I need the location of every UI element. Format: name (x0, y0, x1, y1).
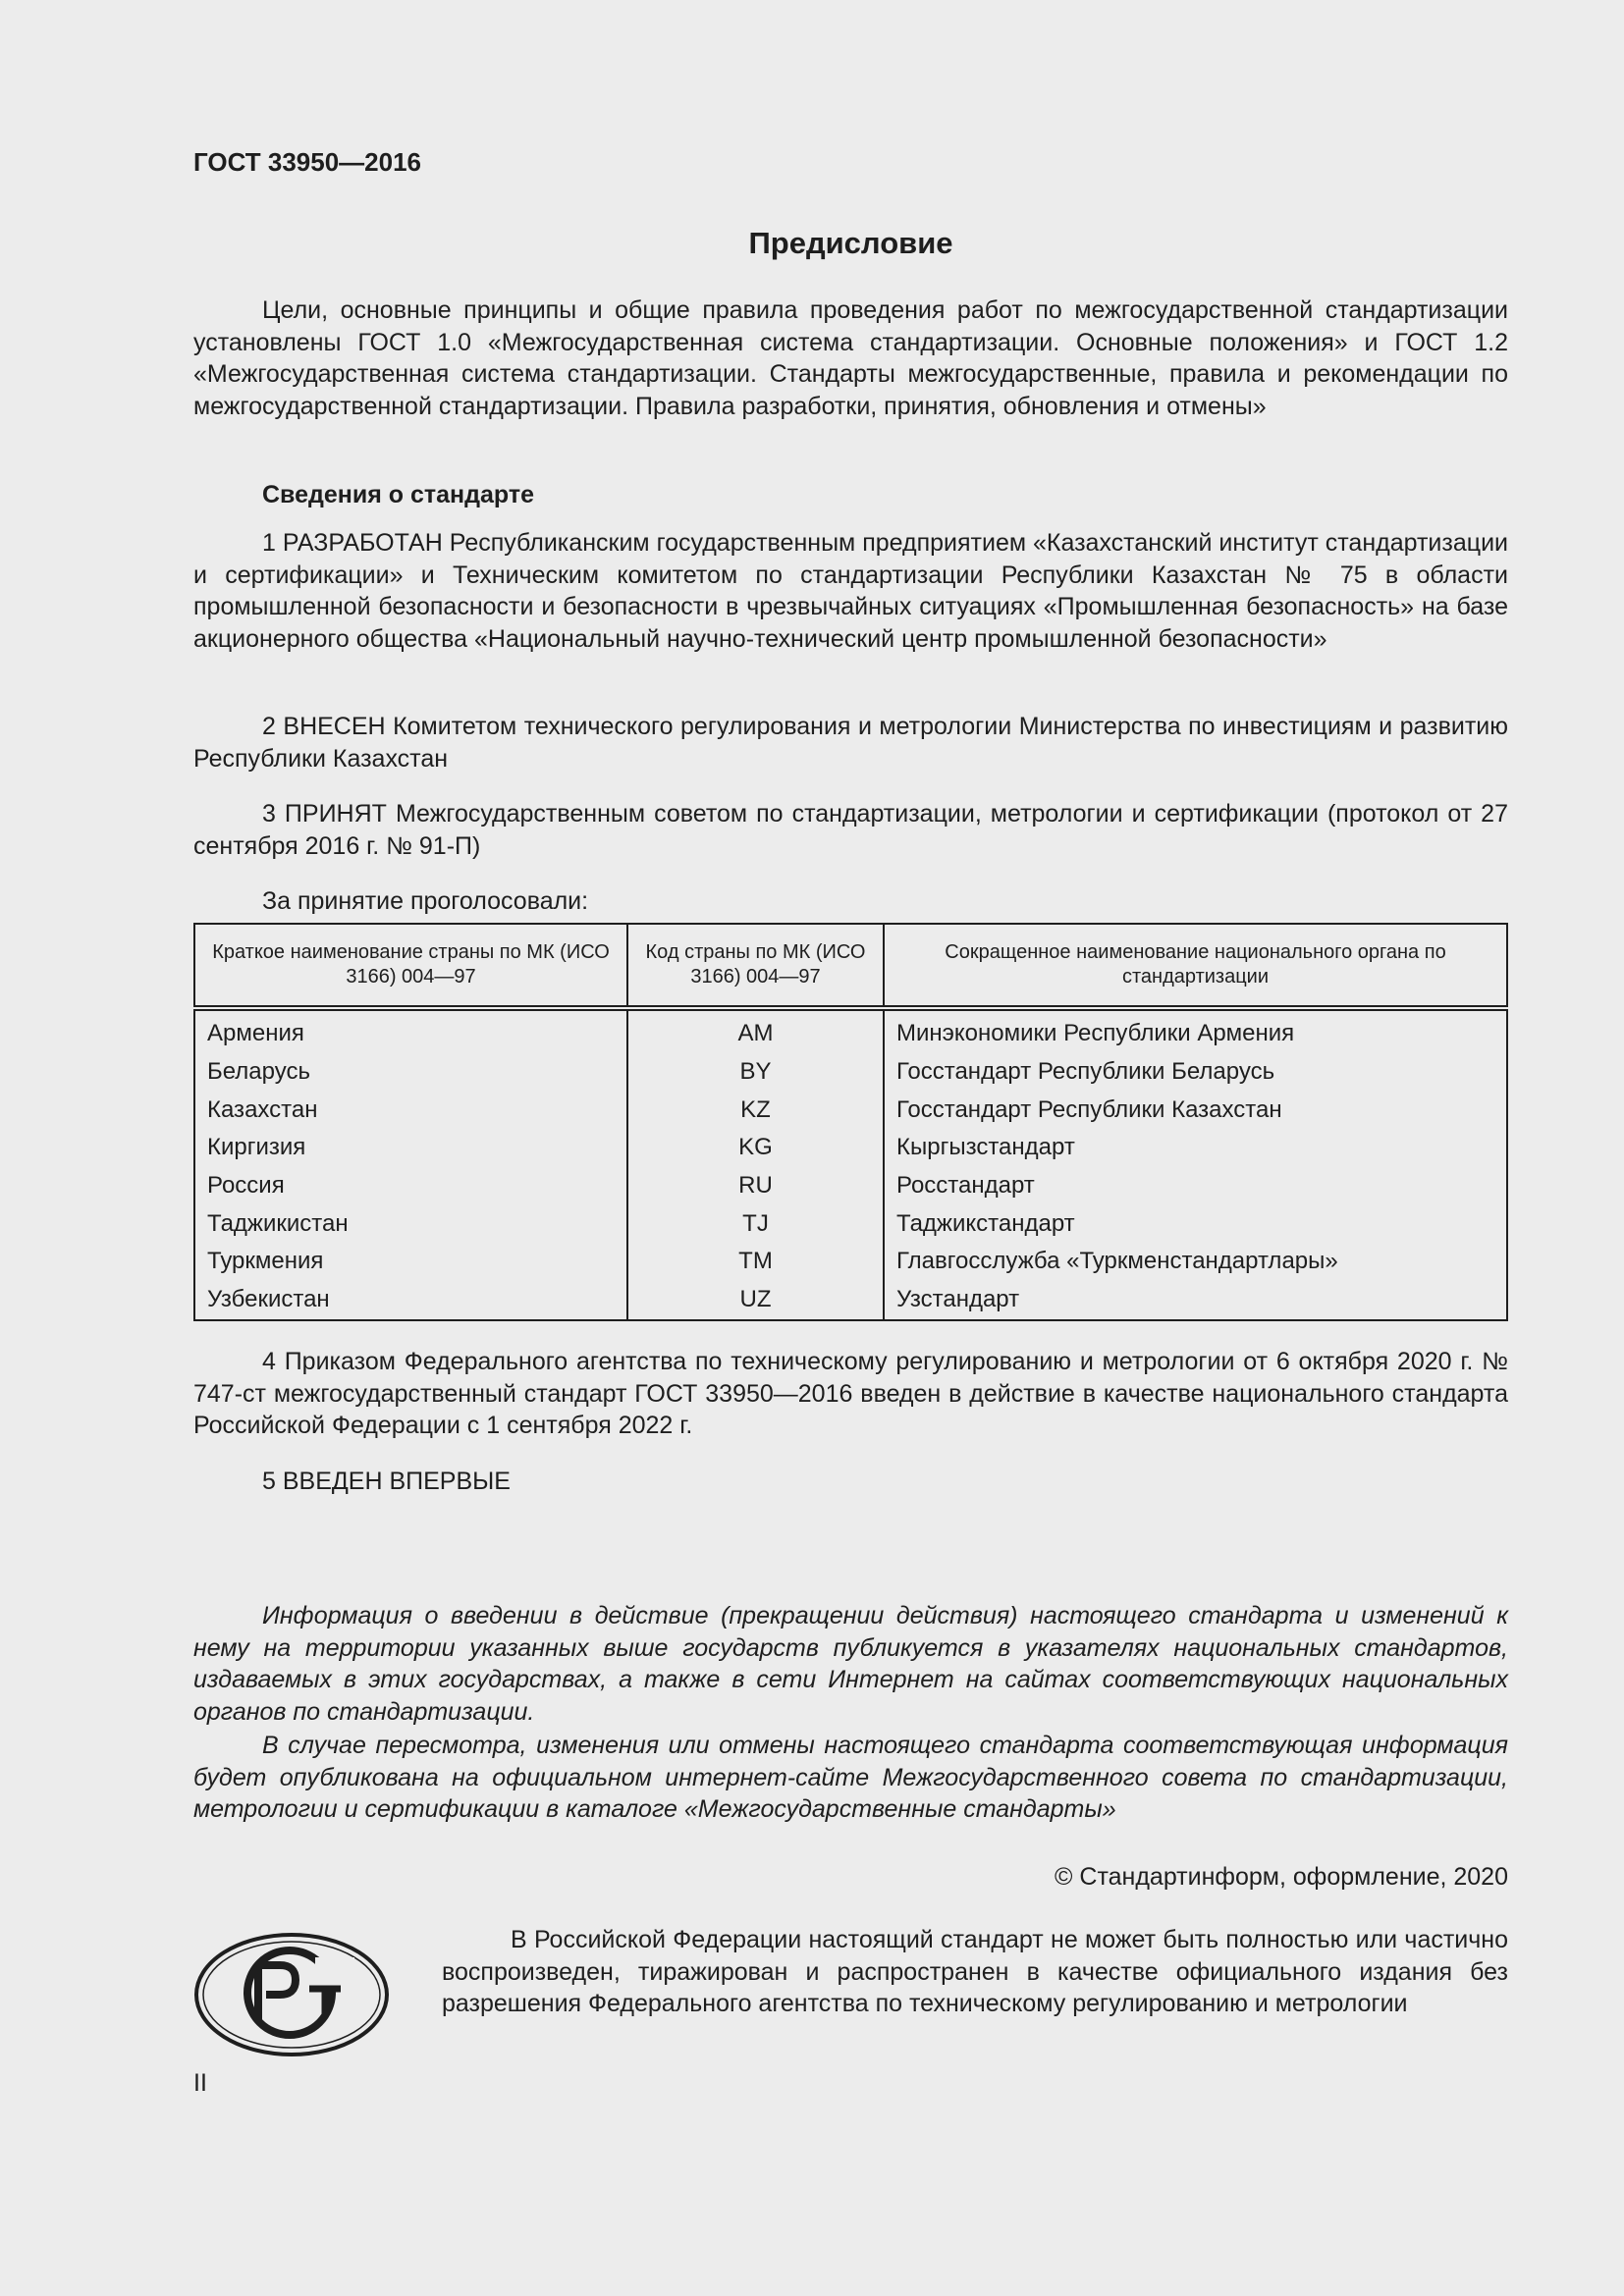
code-cell: AM (627, 1008, 884, 1053)
country-cell: Беларусь (194, 1053, 627, 1092)
notice-paragraph-2: В случае пересмотра, изменения или отмены настоящего стандарта соответствующая информация будет опубликована на официальном интернет-сайте Межгосударственного совета по стандартизации, метрологии и сертификации в каталоге «Межгосударственные стандарты» (193, 1732, 1508, 1823)
country-cell: Казахстан (194, 1091, 627, 1129)
table-row (194, 1167, 1507, 1205)
item-1-paragraph: 1 РАЗРАБОТАН Республиканским государственным предприятием «Казахстанский институт стандартизации и сертификации» и Техническим комитетом по стандартизации Республики Казахстан № 75 в области промышленной безопасности и безопасности в чрезвычайных ситуациях «Промышленная безопасность» на базе акционерного общества «Национальный научно-технический центр промышленной безопасности» (193, 529, 1508, 653)
code-cell: RU (627, 1167, 884, 1205)
document-code: ГОСТ 33950—2016 (193, 147, 421, 177)
reproduction-notice: В Российской Федерации настоящий стандарт не может быть полностью или частично воспроизведен, тиражирован и распространен в качестве официального издания без разрешения Федерального агентства по техническому регулированию и метрологии (442, 1926, 1508, 2017)
code-cell: KZ (627, 1091, 884, 1129)
body-cell: Таджикстандарт (884, 1204, 1507, 1243)
country-cell: Россия (194, 1167, 627, 1205)
info-heading: Сведения о стандарте (262, 481, 535, 508)
table-header-row (194, 924, 1507, 1008)
rst-logo-icon (193, 1932, 390, 2057)
body-cell: Росстандарт (884, 1167, 1507, 1205)
country-cell: Таджикистан (194, 1204, 627, 1243)
notice-paragraph-1: Информация о введении в действие (прекращении действия) настоящего стандарта и изменений к нему на территории указанных выше государств публикуется в указателях национальных стандартов, издаваемых в этих государствах, а также в сети Интернет на сайтах соответствующих национальных органов по стандартизации. (193, 1602, 1508, 1726)
page-title: Предисловие (748, 226, 953, 260)
copyright-line: © Стандартинформ, оформление, 2020 (1055, 1863, 1508, 1891)
item-5-paragraph: 5 ВВЕДЕН ВПЕРВЫЕ (262, 1468, 511, 1495)
table-row (194, 1281, 1507, 1320)
table-row (194, 1129, 1507, 1167)
table-header-code: Код страны по МК (ИСО 3166) 004—97 (627, 924, 884, 1008)
body-cell: Узстандарт (884, 1281, 1507, 1320)
country-cell: Туркмения (194, 1243, 627, 1281)
item-3-paragraph: 3 ПРИНЯТ Межгосударственным советом по стандартизации, метрологии и сертификации (протокол от 27 сентября 2016 г. № 91-П) (193, 800, 1508, 860)
body-cell: Госстандарт Республики Казахстан (884, 1091, 1507, 1129)
code-cell: KG (627, 1129, 884, 1167)
intro-paragraph: Цели, основные принципы и общие правила проведения работ по межгосударственной стандартизации установлены ГОСТ 1.0 «Межгосударственная система стандартизации. Основные положения» и ГОСТ 1.2 «Межгосударственная система стандартизации. Стандарты межгосударственные, правила и рекомендации по межгосударственной стандартизации. Правила разработки, принятия, обновления и отмены» (193, 296, 1508, 420)
country-cell: Армения (194, 1008, 627, 1053)
table-row (194, 1091, 1507, 1129)
table-header-country: Краткое наименование страны по МК (ИСО 3166) 004—97 (194, 924, 627, 1008)
table-header-body: Сокращенное наименование национального органа по стандартизации (884, 924, 1507, 1008)
table-row (194, 1008, 1507, 1053)
voting-table (193, 923, 1508, 1321)
table-row (194, 1204, 1507, 1243)
country-cell: Киргизия (194, 1129, 627, 1167)
page-number: II (193, 2069, 207, 2097)
code-cell: BY (627, 1053, 884, 1092)
item-4-paragraph: 4 Приказом Федерального агентства по техническому регулированию и метрологии от 6 октября 2020 г. № 747-ст межгосударственный стандарт ГОСТ 33950—2016 введен в действие в качестве национального стандарта Российской Федерации с 1 сентября 2022 г. (193, 1348, 1508, 1439)
body-cell: Госстандарт Республики Беларусь (884, 1053, 1507, 1092)
code-cell: TJ (627, 1204, 884, 1243)
code-cell: UZ (627, 1281, 884, 1320)
code-cell: TM (627, 1243, 884, 1281)
table-row (194, 1243, 1507, 1281)
body-cell: Главгосслужба «Туркменстандартлары» (884, 1243, 1507, 1281)
body-cell: Минэкономики Республики Армения (884, 1008, 1507, 1053)
voted-label: За принятие проголосовали: (262, 887, 589, 915)
table-row (194, 1053, 1507, 1092)
item-2-paragraph: 2 ВНЕСЕН Комитетом технического регулирования и метрологии Министерства по инвестициям и развитию Республики Казахстан (193, 713, 1508, 773)
country-cell: Узбекистан (194, 1281, 627, 1320)
body-cell: Кыргызстандарт (884, 1129, 1507, 1167)
